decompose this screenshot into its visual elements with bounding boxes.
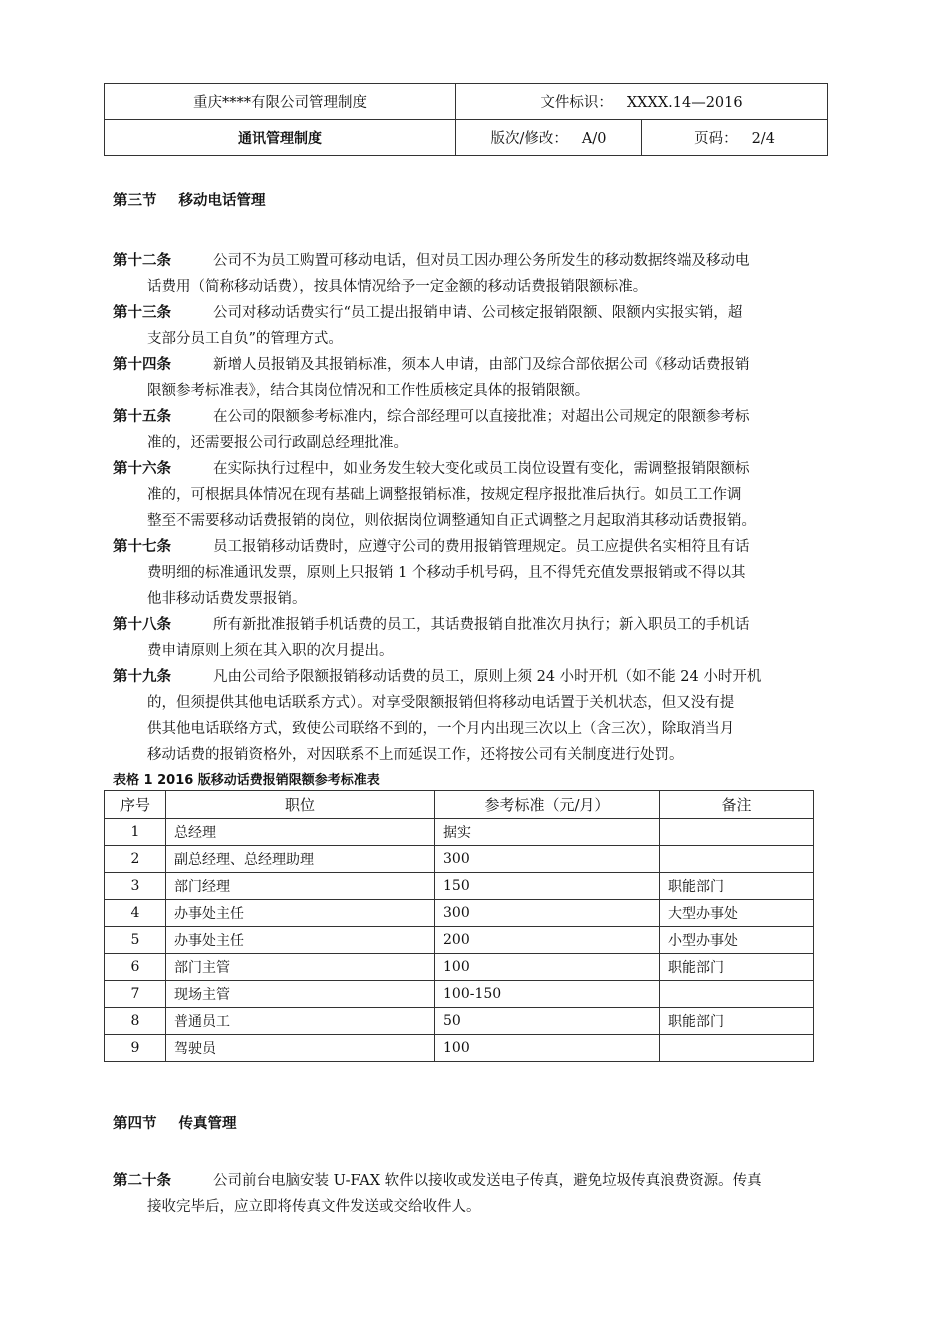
document-title: 通讯管理制度 bbox=[105, 120, 456, 156]
article-number: 第十二条 bbox=[113, 253, 171, 269]
article-text-line: 准的，还需要报公司行政副总经理批准。 bbox=[147, 435, 408, 451]
article-number: 第十三条 bbox=[113, 305, 171, 321]
version-value: A/0 bbox=[581, 131, 607, 147]
article-text-line: 新增人员报销及其报销标准，须本人申请，由部门及综合部依据公司《移动话费报销 bbox=[213, 357, 750, 373]
article bbox=[113, 612, 838, 664]
column-header: 序号 bbox=[105, 791, 166, 819]
standard-cell: 100 bbox=[435, 954, 660, 981]
section-4-title: 传真管理 bbox=[178, 1116, 237, 1132]
company-name: 重庆****有限公司管理制度 bbox=[105, 84, 456, 120]
remark-cell: 职能部门 bbox=[660, 954, 814, 981]
article-text-line: 话费用（简称移动话费），按具体情况给予一定金额的移动话费报销限额标准。 bbox=[147, 279, 648, 295]
table-row bbox=[105, 1008, 814, 1035]
article-number: 第十六条 bbox=[113, 461, 171, 477]
remark-cell: 大型办事处 bbox=[660, 900, 814, 927]
article-text-line: 接收完毕后，应立即将传真文件发送或交给收件人。 bbox=[147, 1199, 481, 1215]
article-text-line: 他非移动话费发票报销。 bbox=[147, 591, 307, 607]
article-text-line: 公司对移动话费实行“员工提出报销申请、公司核定报销限额、限额内实报实销，超 bbox=[213, 305, 743, 321]
position-cell: 普通员工 bbox=[166, 1008, 435, 1035]
position-cell: 办事处主任 bbox=[166, 927, 435, 954]
section-3-title: 移动电话管理 bbox=[178, 193, 266, 209]
article-number: 第二十条 bbox=[113, 1173, 171, 1189]
page-number: 2/4 bbox=[751, 131, 775, 147]
article-number: 第十八条 bbox=[113, 617, 171, 633]
page-cell bbox=[642, 120, 828, 156]
article-text-line: 在实际执行过程中，如业务发生较大变化或员工岗位设置有变化，需调整报销限额标 bbox=[213, 461, 750, 477]
remark-cell: 职能部门 bbox=[660, 1008, 814, 1035]
article bbox=[113, 248, 838, 300]
column-header: 职位 bbox=[166, 791, 435, 819]
document-header-table bbox=[104, 83, 828, 156]
article-text-line: 公司前台电脑安装 U-FAX 软件以接收或发送电子传真，避免垃圾传真浪费资源。传真 bbox=[213, 1173, 762, 1189]
table-header-row bbox=[105, 791, 814, 819]
doc-id-label: 文件标识： bbox=[540, 95, 613, 111]
row-number: 5 bbox=[105, 927, 166, 954]
position-cell: 办事处主任 bbox=[166, 900, 435, 927]
row-number: 3 bbox=[105, 873, 166, 900]
row-number: 8 bbox=[105, 1008, 166, 1035]
remark-cell bbox=[660, 819, 814, 846]
standard-cell: 150 bbox=[435, 873, 660, 900]
doc-id: XXXX.14—2016 bbox=[626, 95, 743, 111]
article-number: 第十四条 bbox=[113, 357, 171, 373]
version-cell bbox=[456, 120, 642, 156]
table-row bbox=[105, 846, 814, 873]
reimbursement-standard-table bbox=[104, 790, 814, 1062]
table-row bbox=[105, 927, 814, 954]
column-header: 参考标准（元/月） bbox=[435, 791, 660, 819]
table-row bbox=[105, 900, 814, 927]
standard-cell: 100-150 bbox=[435, 981, 660, 1008]
section-3-heading bbox=[113, 189, 266, 210]
row-number: 1 bbox=[105, 819, 166, 846]
table-row bbox=[105, 981, 814, 1008]
page-label: 页码： bbox=[694, 131, 738, 147]
row-number: 7 bbox=[105, 981, 166, 1008]
article-text-line: 准的，可根据具体情况在现有基础上调整报销标准，按规定程序报批准后执行。如员工工作调 bbox=[147, 487, 742, 503]
remark-cell bbox=[660, 981, 814, 1008]
position-cell: 总经理 bbox=[166, 819, 435, 846]
table-row bbox=[105, 873, 814, 900]
article-text-line: 凡由公司给予限额报销移动话费的员工，原则上须 24 小时开机（如不能 24 小时开机 bbox=[213, 669, 762, 685]
table-row bbox=[105, 1035, 814, 1062]
article-text-line: 费申请原则上须在其入职的次月提出。 bbox=[147, 643, 394, 659]
version-label: 版次/修改： bbox=[490, 131, 568, 147]
article bbox=[113, 456, 838, 534]
standard-cell: 100 bbox=[435, 1035, 660, 1062]
standard-cell: 300 bbox=[435, 846, 660, 873]
article-text-line: 公司不为员工购置可移动电话，但对员工因办理公务所发生的移动数据终端及移动电 bbox=[213, 253, 750, 269]
standard-cell: 300 bbox=[435, 900, 660, 927]
row-number: 4 bbox=[105, 900, 166, 927]
table-row bbox=[105, 954, 814, 981]
position-cell: 部门经理 bbox=[166, 873, 435, 900]
article-text-line: 限额参考标准表》，结合其岗位情况和工作性质核定具体的报销限额。 bbox=[147, 383, 590, 399]
standard-cell: 50 bbox=[435, 1008, 660, 1035]
article-text-line: 支部分员工自负”的管理方式。 bbox=[147, 331, 343, 347]
doc-id-cell bbox=[456, 84, 828, 120]
row-number: 9 bbox=[105, 1035, 166, 1062]
article-text-line: 的，但须提供其他电话联系方式）。对享受限额报销但将移动电话置于关机状态，但又没有提 bbox=[147, 695, 735, 711]
position-cell: 驾驶员 bbox=[166, 1035, 435, 1062]
remark-cell bbox=[660, 846, 814, 873]
column-header: 备注 bbox=[660, 791, 814, 819]
article-text-line: 员工报销移动话费时，应遵守公司的费用报销管理规定。员工应提供名实相符且有话 bbox=[213, 539, 750, 555]
position-cell: 现场主管 bbox=[166, 981, 435, 1008]
standard-cell: 200 bbox=[435, 927, 660, 954]
article-text-line: 移动话费的报销资格外，对因联系不上而延误工作，还将按公司有关制度进行处罚。 bbox=[147, 747, 684, 763]
article-number: 第十五条 bbox=[113, 409, 171, 425]
row-number: 2 bbox=[105, 846, 166, 873]
article-20 bbox=[113, 1168, 838, 1220]
position-cell: 副总经理、总经理助理 bbox=[166, 846, 435, 873]
row-number: 6 bbox=[105, 954, 166, 981]
article bbox=[113, 664, 838, 768]
table-caption: 表格 1 2016 版移动话费报销限额参考标准表 bbox=[113, 773, 380, 788]
article-text-line: 所有新批准报销手机话费的员工，其话费报销自批准次月执行；新入职员工的手机话 bbox=[213, 617, 750, 633]
article bbox=[113, 404, 838, 456]
article-text-line: 在公司的限额参考标准内，综合部经理可以直接批准；对超出公司规定的限额参考标 bbox=[213, 409, 750, 425]
remark-cell bbox=[660, 1035, 814, 1062]
article-number: 第十七条 bbox=[113, 539, 171, 555]
section-3-number: 第三节 bbox=[113, 193, 157, 209]
section-4-heading bbox=[113, 1112, 237, 1133]
article-text-line: 费明细的标准通讯发票，原则上只报销 1 个移动手机号码，且不得凭充值发票报销或不得以其 bbox=[147, 565, 746, 581]
section-4-number: 第四节 bbox=[113, 1116, 157, 1132]
article-text-line: 整至不需要移动话费报销的岗位，则依据岗位调整通知自正式调整之月起取消其移动话费报销。 bbox=[147, 513, 756, 529]
article bbox=[113, 352, 838, 404]
article bbox=[113, 534, 838, 612]
article-number: 第十九条 bbox=[113, 669, 171, 685]
standard-cell: 据实 bbox=[435, 819, 660, 846]
article bbox=[113, 300, 838, 352]
position-cell: 部门主管 bbox=[166, 954, 435, 981]
table-row bbox=[105, 819, 814, 846]
remark-cell: 职能部门 bbox=[660, 873, 814, 900]
article-text-line: 供其他电话联络方式，致使公司联络不到的，一个月内出现三次以上（含三次），除取消当月 bbox=[147, 721, 735, 737]
remark-cell: 小型办事处 bbox=[660, 927, 814, 954]
